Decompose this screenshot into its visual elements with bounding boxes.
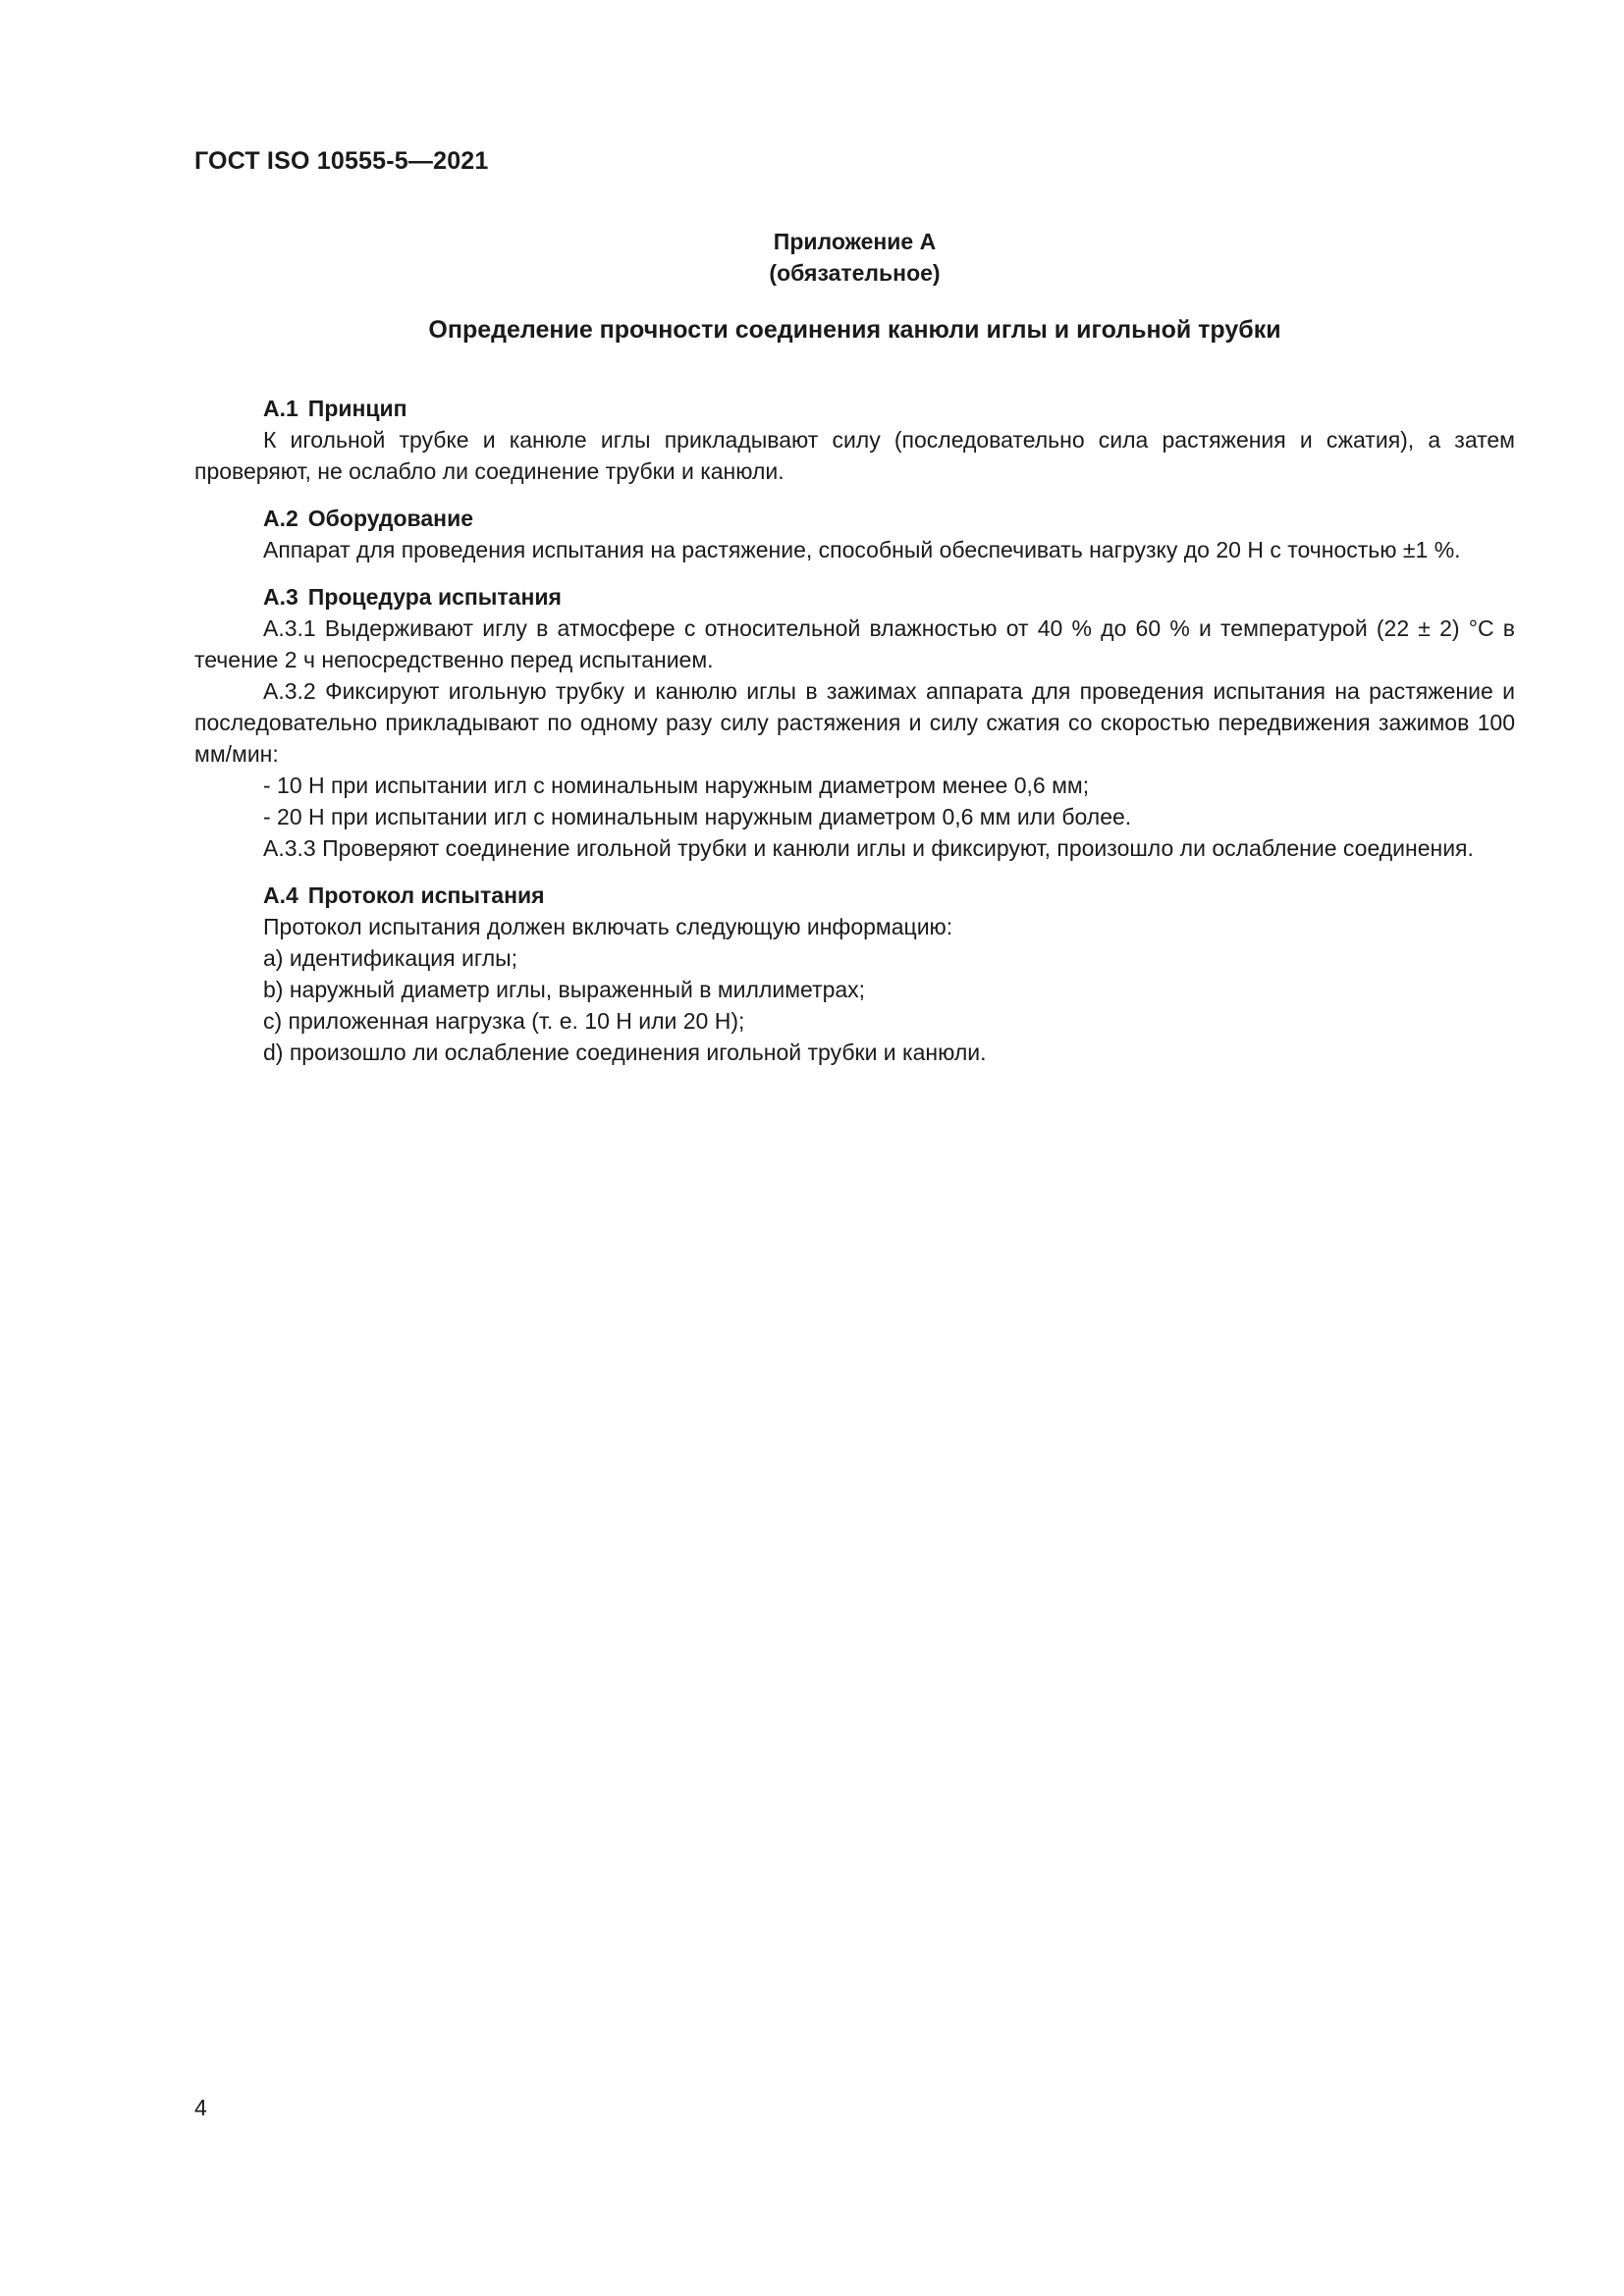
section-a3-p2: А.3.2 Фиксируют игольную трубку и канюлю иглы в зажимах аппарата для проведения испытания на растяжение и последовательно прикладывают по одному разу силу растяжения и силу сжатия со скоростью передвижения зажимов 100 мм/мин:: [194, 678, 1515, 767]
section-a2-text: Аппарат для проведения испытания на растяжение, способный обеспечивать нагрузку до 20 Н с точностью ±1 %.: [263, 537, 1461, 562]
document-id: ГОСТ ISO 10555-5—2021: [194, 147, 489, 175]
section-a3-p1: А.3.1 Выдерживают иглу в атмосфере с относительной влажностью от 40 % до 60 % и температурой (22 ± 2) °С в течение 2 ч непосредственно перед испытанием.: [194, 615, 1515, 672]
list-item: - 20 Н при испытании игл с номинальным наружным диаметром 0,6 мм или более.: [263, 804, 1132, 829]
main-title: Определение прочности соединения канюли иглы и игольной трубки: [428, 316, 1281, 344]
section-a4-heading: [194, 880, 1515, 911]
section-number: А.3: [263, 584, 298, 610]
document-body: [194, 393, 1515, 1068]
section-a3-p3: А.3.3 Проверяют соединение игольной трубки и канюли иглы и фиксируют, произошло ли ослабление соединения.: [263, 835, 1474, 861]
page-number: 4: [194, 2095, 207, 2120]
section-a3-heading: [194, 581, 1515, 613]
section-a4-intro: Протокол испытания должен включать следующую информацию:: [263, 914, 953, 939]
section-number: А.4: [263, 882, 298, 908]
section-a1-heading: [194, 393, 1515, 424]
list-item: c) приложенная нагрузка (т. е. 10 Н или 20 Н);: [263, 1008, 745, 1034]
section-a1-text: К игольной трубке и канюле иглы прикладывают силу (последовательно сила растяжения и сжатия), а затем проверяют, не ослабло ли соединение трубки и канюли.: [194, 427, 1515, 484]
list-item: a) идентификация иглы;: [263, 945, 518, 971]
section-number: А.2: [263, 506, 298, 531]
section-title: Принцип: [307, 396, 407, 421]
annex-title: Приложение А: [773, 229, 937, 254]
section-title: Оборудование: [307, 506, 474, 531]
annex-status: (обязательное): [769, 260, 941, 286]
list-item: d) произошло ли ослабление соединения игольной трубки и канюли.: [263, 1040, 987, 1065]
section-title: Процедура испытания: [307, 584, 562, 610]
list-item: b) наружный диаметр иглы, выраженный в миллиметрах;: [263, 977, 866, 1002]
annex-heading: [194, 226, 1515, 289]
section-a2-heading: [194, 503, 1515, 534]
section-number: А.1: [263, 396, 298, 421]
section-title: Протокол испытания: [307, 882, 545, 908]
list-item: - 10 Н при испытании игл с номинальным наружным диаметром менее 0,6 мм;: [263, 773, 1090, 798]
